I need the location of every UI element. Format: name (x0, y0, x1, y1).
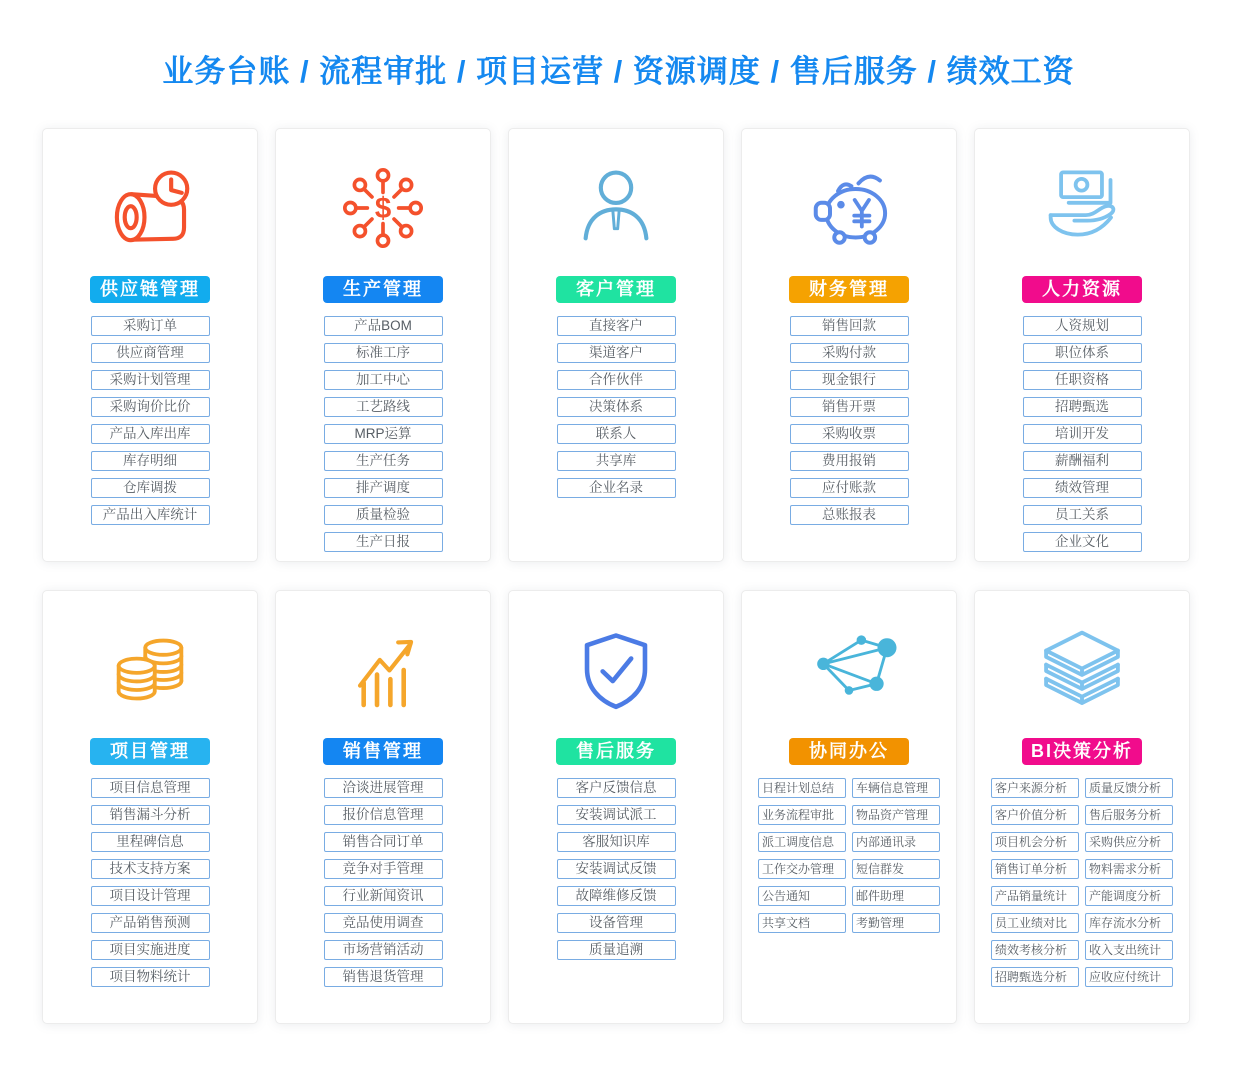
feature-item[interactable]: 考勤管理 (852, 913, 940, 933)
card-icon-box (1032, 160, 1132, 256)
feature-item[interactable]: 销售订单分析 (991, 859, 1079, 879)
feature-item[interactable]: 联系人 (557, 424, 676, 444)
feature-item[interactable]: 费用报销 (790, 451, 909, 471)
card-icon-box (335, 622, 431, 718)
feature-item[interactable]: 质量追溯 (557, 940, 676, 960)
feature-item[interactable]: 合作伙伴 (557, 370, 676, 390)
card-after-sales (508, 590, 724, 1024)
feature-list (557, 316, 676, 498)
feature-item[interactable]: MRP运算 (324, 424, 443, 444)
feature-item[interactable]: 采购计划管理 (91, 370, 210, 390)
feature-list (324, 316, 443, 552)
feature-list (790, 316, 909, 525)
feature-item[interactable]: 报价信息管理 (324, 805, 443, 825)
feature-item[interactable]: 标准工序 (324, 343, 443, 363)
feature-item[interactable]: 职位体系 (1023, 343, 1142, 363)
feature-item[interactable]: 产品销售预测 (91, 913, 210, 933)
feature-list (91, 778, 210, 987)
feature-item[interactable]: 日程计划总结 (758, 778, 846, 798)
feature-item[interactable]: 客服知识库 (557, 832, 676, 852)
feature-item[interactable]: 市场营销活动 (324, 940, 443, 960)
feature-item[interactable]: 薪酬福利 (1023, 451, 1142, 471)
piggy-bank-icon (799, 161, 899, 256)
feature-item[interactable]: 公告通知 (758, 886, 846, 906)
feature-item[interactable]: 项目实施进度 (91, 940, 210, 960)
feature-item[interactable]: 决策体系 (557, 397, 676, 417)
person-icon (568, 162, 664, 254)
feature-item[interactable]: 生产任务 (324, 451, 443, 471)
card-icon-box (568, 160, 664, 256)
feature-item[interactable]: 安装调试派工 (557, 805, 676, 825)
coin-stacks-icon (100, 623, 200, 718)
feature-column (91, 316, 210, 525)
feature-item[interactable]: 产能调度分析 (1085, 886, 1173, 906)
feature-item[interactable]: 销售开票 (790, 397, 909, 417)
svg-text:$: $ (374, 192, 392, 226)
feature-item[interactable]: 物料需求分析 (1085, 859, 1173, 879)
card-icon-box (102, 160, 198, 256)
feature-item[interactable]: 现金银行 (790, 370, 909, 390)
shield-check-icon (568, 624, 664, 716)
feature-item[interactable]: 竞争对手管理 (324, 859, 443, 879)
feature-list (1023, 316, 1142, 552)
card-customer (508, 128, 724, 562)
feature-list (991, 778, 1173, 987)
dollar-network-icon (335, 162, 431, 254)
feature-item[interactable]: 故障维修反馈 (557, 886, 676, 906)
feature-item[interactable]: 物品资产管理 (852, 805, 940, 825)
feature-item[interactable]: 培训开发 (1023, 424, 1142, 444)
feature-item[interactable]: 项目设计管理 (91, 886, 210, 906)
feature-item[interactable]: 内部通讯录 (852, 832, 940, 852)
feature-item[interactable]: 收入支出统计 (1085, 940, 1173, 960)
card-icon-box (568, 622, 664, 718)
growth-chart-icon (335, 624, 431, 716)
feature-item[interactable]: 短信群发 (852, 859, 940, 879)
feature-item[interactable]: 质量检验 (324, 505, 443, 525)
feature-list (758, 778, 940, 933)
feature-item[interactable]: 招聘甄选 (1023, 397, 1142, 417)
feature-item[interactable]: 里程碑信息 (91, 832, 210, 852)
feature-item[interactable]: 设备管理 (557, 913, 676, 933)
card-supply-chain (42, 128, 258, 562)
feature-list (324, 778, 443, 987)
feature-item[interactable]: 绩效考核分析 (991, 940, 1079, 960)
roll-clock-icon (102, 162, 198, 254)
layers-icon (1031, 622, 1133, 719)
feature-item[interactable]: 产品BOM (324, 316, 443, 336)
feature-column (1085, 778, 1173, 987)
feature-item[interactable]: 车辆信息管理 (852, 778, 940, 798)
cards-grid (42, 128, 1190, 1024)
feature-item[interactable]: 企业文化 (1023, 532, 1142, 552)
badge-after-sales[interactable]: 售后服务 (556, 738, 676, 765)
feature-item[interactable]: 员工业绩对比 (991, 913, 1079, 933)
card-icon-box (1031, 622, 1133, 718)
card-icon-box (799, 160, 899, 256)
card-icon-box (335, 160, 431, 256)
card-sales (275, 590, 491, 1024)
feature-item[interactable]: 售后服务分析 (1085, 805, 1173, 825)
feature-item[interactable]: 应收应付统计 (1085, 967, 1173, 987)
badge-office[interactable]: 协同办公 (789, 738, 909, 765)
feature-list (91, 316, 210, 525)
feature-item[interactable]: 销售退货管理 (324, 967, 443, 987)
feature-item[interactable]: 直接客户 (557, 316, 676, 336)
feature-item[interactable]: 共享库 (557, 451, 676, 471)
feature-item[interactable]: 任职资格 (1023, 370, 1142, 390)
money-hand-icon (1032, 161, 1132, 256)
feature-column (1023, 316, 1142, 552)
feature-item[interactable]: 采购收票 (790, 424, 909, 444)
feature-column (852, 778, 940, 933)
feature-column (91, 778, 210, 987)
feature-item[interactable]: 邮件助理 (852, 886, 940, 906)
feature-item[interactable]: 派工调度信息 (758, 832, 846, 852)
card-finance (741, 128, 957, 562)
feature-item[interactable]: 渠道客户 (557, 343, 676, 363)
badge-sales[interactable]: 销售管理 (323, 738, 443, 765)
feature-item[interactable]: 共享文档 (758, 913, 846, 933)
feature-item[interactable]: 采购订单 (91, 316, 210, 336)
feature-item[interactable]: 采购询价比价 (91, 397, 210, 417)
feature-item[interactable]: 安装调试反馈 (557, 859, 676, 879)
feature-item[interactable]: 产品销量统计 (991, 886, 1079, 906)
badge-project[interactable]: 项目管理 (90, 738, 210, 765)
feature-item[interactable]: 客户反馈信息 (557, 778, 676, 798)
feature-item[interactable]: 工作交办管理 (758, 859, 846, 879)
feature-item[interactable]: 加工中心 (324, 370, 443, 390)
feature-item[interactable]: 客户来源分析 (991, 778, 1079, 798)
feature-item[interactable]: 技术支持方案 (91, 859, 210, 879)
card-icon-box (799, 622, 899, 718)
page-title: 业务台账 / 流程审批 / 项目运营 / 资源调度 / 售后服务 / 绩效工资 (162, 54, 1075, 89)
feature-item[interactable]: 销售合同订单 (324, 832, 443, 852)
feature-item[interactable]: 行业新闻资讯 (324, 886, 443, 906)
badge-customer[interactable]: 客户管理 (556, 276, 676, 303)
badge-supply-chain[interactable]: 供应链管理 (90, 276, 210, 303)
feature-item[interactable]: 销售漏斗分析 (91, 805, 210, 825)
feature-item[interactable]: 产品入库出库 (91, 424, 210, 444)
feature-column (991, 778, 1079, 987)
feature-item[interactable]: 总账报表 (790, 505, 909, 525)
feature-item[interactable]: 客户价值分析 (991, 805, 1079, 825)
feature-item[interactable]: 排产调度 (324, 478, 443, 498)
card-icon-box (100, 622, 200, 718)
feature-column (790, 316, 909, 525)
feature-item[interactable]: 销售回款 (790, 316, 909, 336)
feature-item[interactable]: 采购供应分析 (1085, 832, 1173, 852)
feature-list (557, 778, 676, 960)
feature-item[interactable]: 采购付款 (790, 343, 909, 363)
feature-item[interactable]: 质量反馈分析 (1085, 778, 1173, 798)
feature-item[interactable]: 供应商管理 (91, 343, 210, 363)
card-office (741, 590, 957, 1024)
feature-item[interactable]: 企业名录 (557, 478, 676, 498)
feature-column (557, 316, 676, 498)
feature-item[interactable]: 项目信息管理 (91, 778, 210, 798)
feature-item[interactable]: 生产日报 (324, 532, 443, 552)
feature-item[interactable]: 项目物料统计 (91, 967, 210, 987)
feature-item[interactable]: 业务流程审批 (758, 805, 846, 825)
feature-item[interactable]: 应付账款 (790, 478, 909, 498)
feature-item[interactable]: 洽谈进展管理 (324, 778, 443, 798)
feature-item[interactable]: 项目机会分析 (991, 832, 1079, 852)
feature-item[interactable]: 人资规划 (1023, 316, 1142, 336)
badge-hr[interactable]: 人力资源 (1022, 276, 1142, 303)
feature-column (758, 778, 846, 933)
feature-item[interactable]: 绩效管理 (1023, 478, 1142, 498)
badge-finance[interactable]: 财务管理 (789, 276, 909, 303)
badge-production[interactable]: 生产管理 (323, 276, 443, 303)
feature-item[interactable]: 产品出入库统计 (91, 505, 210, 525)
feature-item[interactable]: 工艺路线 (324, 397, 443, 417)
badge-bi[interactable]: BI决策分析 (1022, 738, 1142, 765)
feature-item[interactable]: 库存明细 (91, 451, 210, 471)
feature-column (557, 778, 676, 960)
card-production (275, 128, 491, 562)
card-hr (974, 128, 1190, 562)
card-bi (974, 590, 1190, 1024)
feature-column (324, 316, 443, 552)
feature-item[interactable]: 招聘甄选分析 (991, 967, 1079, 987)
feature-item[interactable]: 员工关系 (1023, 505, 1142, 525)
feature-item[interactable]: 竞品使用调查 (324, 913, 443, 933)
card-project (42, 590, 258, 1024)
page-header (0, 0, 1237, 91)
feature-column (324, 778, 443, 987)
network-nodes-icon (799, 623, 899, 718)
feature-item[interactable]: 库存流水分析 (1085, 913, 1173, 933)
feature-item[interactable]: 仓库调拨 (91, 478, 210, 498)
